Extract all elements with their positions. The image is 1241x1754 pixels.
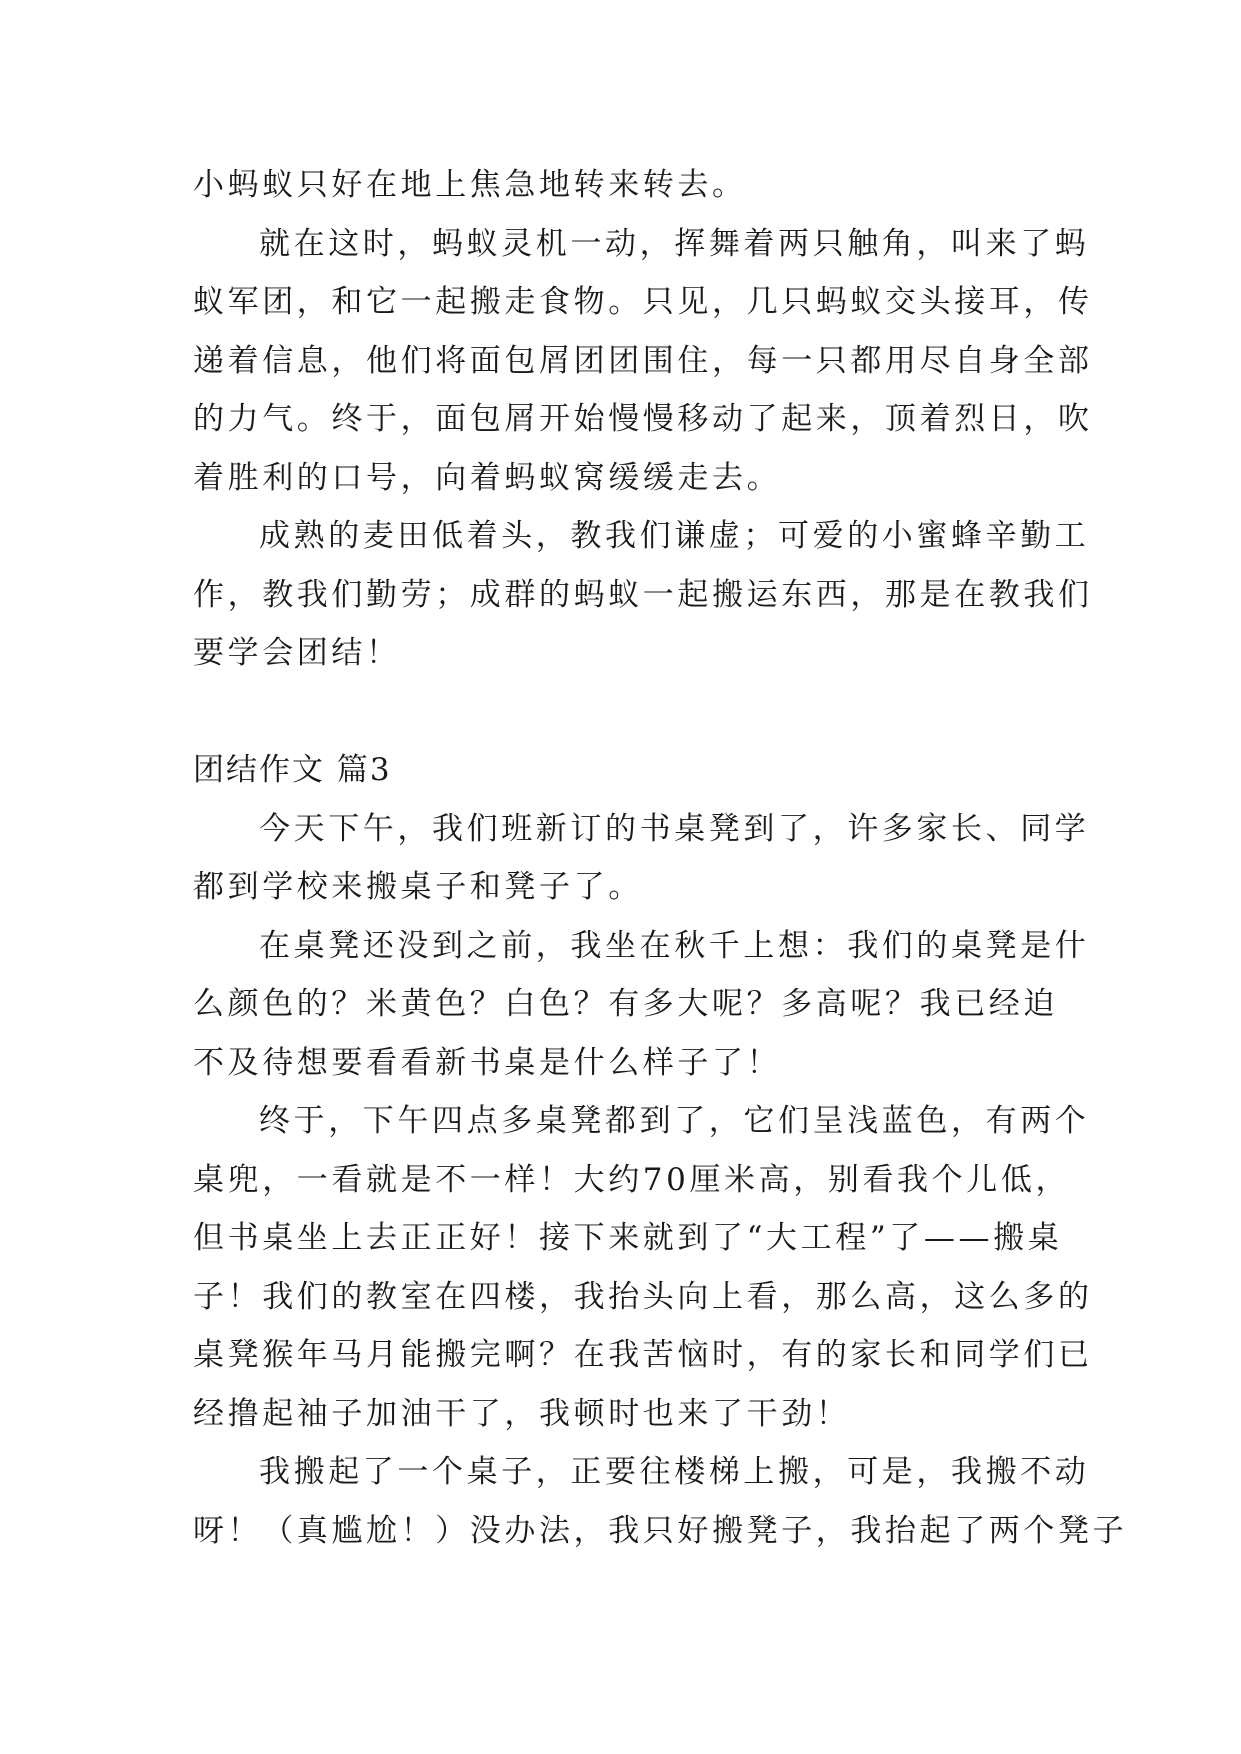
paragraph-desks-arrived (193, 800, 1090, 917)
text-line: 经撸起袖子加油干了，我顿时也来了干劲！ (193, 1395, 851, 1432)
document-body (193, 156, 1128, 1560)
text-line: 作，教我们勤劳；成群的蚂蚁一起搬运东西，那是在教我们 (193, 576, 1093, 613)
text-line: 递着信息，他们将面包屑团团围住，每一只都用尽自身全部 (193, 342, 1093, 379)
text-line: 么颜色的？米黄色？白色？有多大呢？多高呢？我已经迫 (193, 986, 1058, 1022)
text-line: 蚁军团，和它一起搬走食物。只见，几只蚂蚁交头接耳，传 (193, 284, 1093, 320)
paragraph-lesson (193, 507, 1093, 683)
text-line: 就在这时，蚂蚁灵机一动，挥舞着两只触角，叫来了蚂 (259, 225, 1090, 262)
paragraph-ant-army (193, 215, 1093, 508)
text-line: 子！我们的教室在四楼，我抬头向上看，那么高，这么多的 (193, 1278, 1093, 1315)
text-line: 但书桌坐上去正正好！接下来就到了“大工程”了——搬桌 (193, 1220, 1063, 1256)
text-line: 今天下午，我们班新订的书桌凳到了，许多家长、同学 (259, 810, 1090, 847)
text-line: 不及待想要看看新书桌是什么样子了！ (193, 1044, 782, 1081)
section-heading: 团结作文 篇3 (193, 752, 392, 788)
section-spacer (193, 683, 1053, 742)
text-line: 呀！（真尴尬！）没办法，我只好搬凳子，我抬起了两个凳子 (193, 1512, 1128, 1549)
text-line: 小蚂蚁只好在地上焦急地转来转去。 (193, 167, 747, 203)
text-line: 着胜利的口号，向着蚂蚁窝缓缓走去。 (193, 459, 782, 496)
paragraph-carrying (193, 1443, 1128, 1560)
paragraph-continuation (193, 156, 1053, 215)
paragraph-big-project (193, 1092, 1093, 1443)
paragraph-imagining (193, 917, 1090, 1093)
text-line: 要学会团结！ (193, 635, 401, 671)
text-line: 都到学校来搬桌子和凳子了。 (193, 869, 643, 905)
text-line: 桌兜，一看就是不一样！大约70厘米高，别看我个儿低， (193, 1161, 1071, 1198)
text-line: 在桌凳还没到之前，我坐在秋千上想：我们的桌凳是什 (259, 927, 1090, 964)
text-line: 桌凳猴年马月能搬完啊？在我苦恼时，有的家长和同学们已 (193, 1337, 1093, 1373)
text-line: 终于，下午四点多桌凳都到了，它们呈浅蓝色，有两个 (259, 1103, 1090, 1139)
text-line: 成熟的麦田低着头，教我们谦虚；可爱的小蜜蜂辛勤工 (259, 518, 1090, 554)
text-line: 的力气。终于，面包屑开始慢慢移动了起来，顶着烈日，吹 (193, 401, 1093, 437)
text-line: 我搬起了一个桌子，正要往楼梯上搬，可是，我搬不动 (259, 1454, 1090, 1490)
